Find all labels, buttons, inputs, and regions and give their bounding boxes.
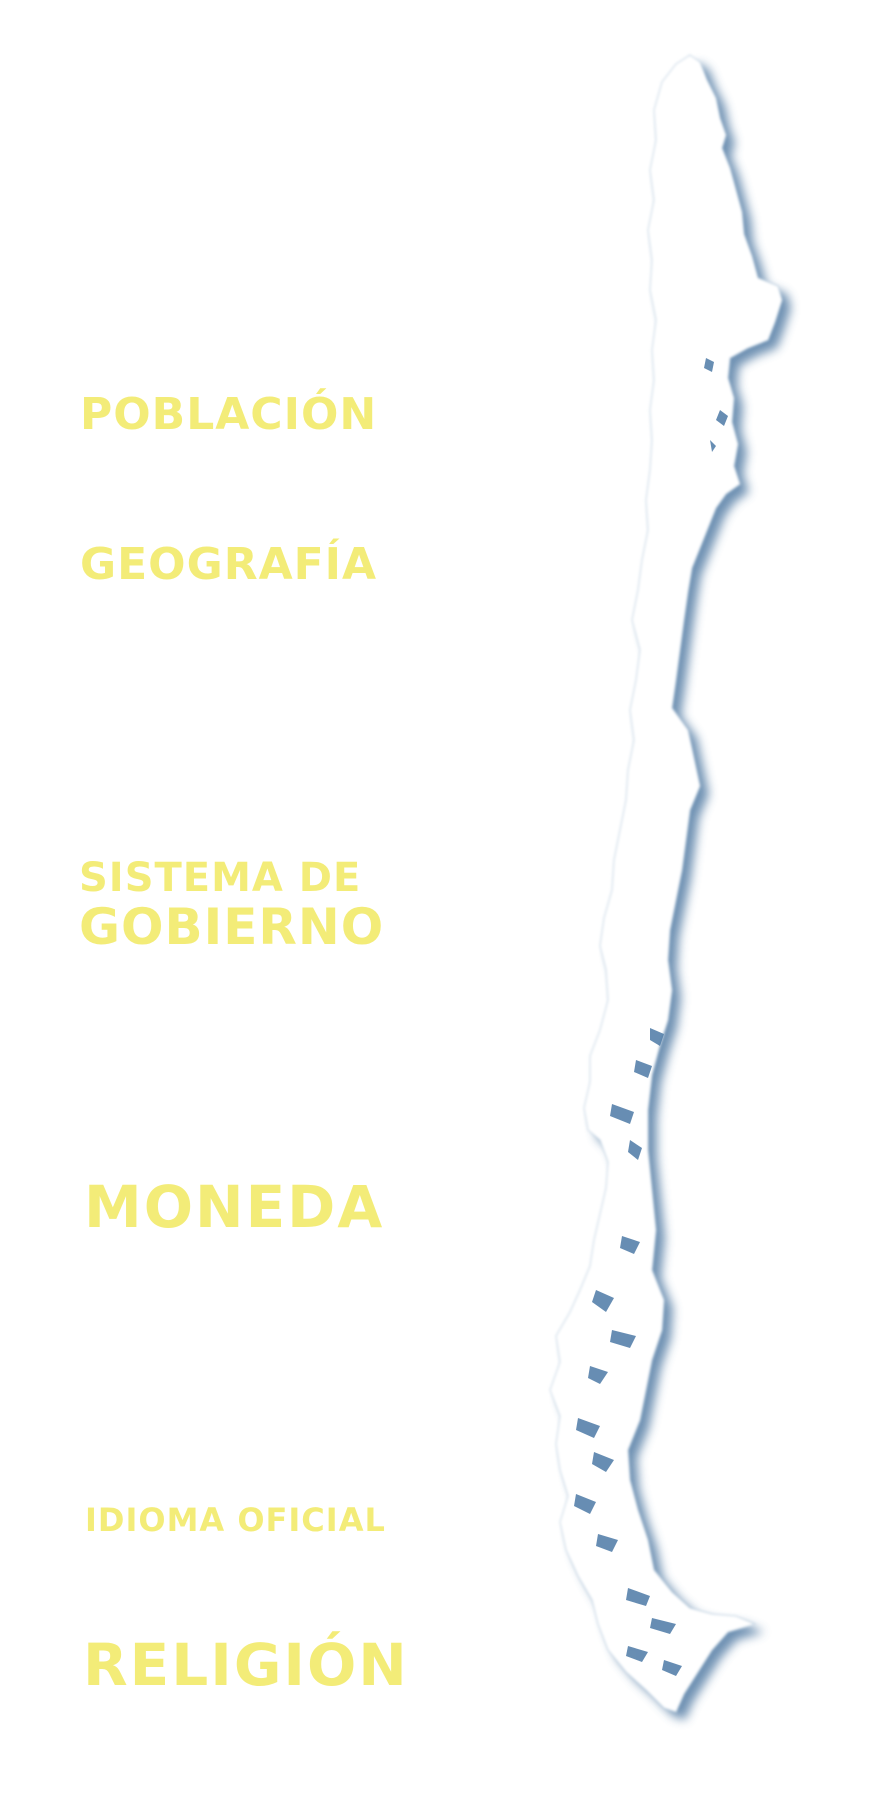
label-geografia: GEOGRAFÍA [80,539,378,590]
label-poblacion: POBLACIÓN [80,389,378,440]
label-idioma-oficial: IDIOMA OFICIAL [85,1501,386,1539]
label-religion: RELIGIÓN [83,1631,409,1699]
map-body [550,55,782,1712]
label-moneda: MONEDA [84,1173,385,1241]
label-gobierno: GOBIERNO [79,898,385,956]
label-sistema-de: SISTEMA DE [79,855,362,901]
